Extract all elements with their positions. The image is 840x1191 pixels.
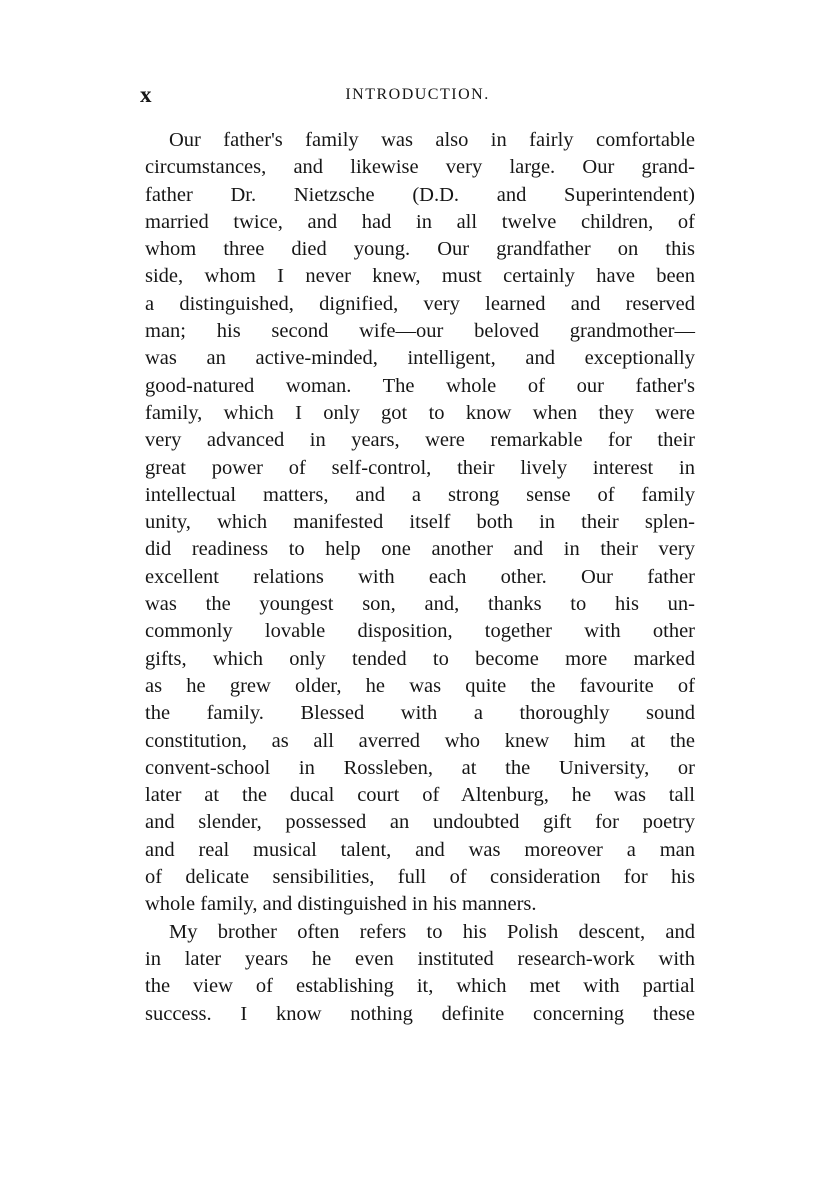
text-line: man; his second wife—our beloved grandmother— [145,320,695,343]
text-line: constitution, as all averred who knew him at the [145,729,695,752]
text-line: whom three died young. Our grandfather on this [145,238,695,261]
text-line: was the youngest son, and, thanks to his un- [145,593,695,616]
text-line: father Dr. Nietzsche (D.D. and Superintendent) [145,183,695,206]
text-line: gifts, which only tended to become more marked [145,647,695,670]
text-line: commonly lovable disposition, together with other [145,620,695,643]
text-line: did readiness to help one another and in their very [145,538,695,561]
text-line: of delicate sensibilities, full of consideration for his [145,866,695,889]
text-line: My brother often refers to his Polish descent, and [169,920,695,943]
text-line: unity, which manifested itself both in their splen- [145,511,695,534]
body-text [145,127,695,1028]
text-line: was an active-minded, intelligent, and exceptionally [145,347,695,370]
paragraph-2 [145,919,695,1028]
text-line: convent-school in Rossleben, at the University, or [145,756,695,779]
text-line: family, which I only got to know when they were [145,401,695,424]
paragraph-1 [145,127,695,919]
text-line: intellectual matters, and a strong sense of family [145,483,695,506]
text-line: excellent relations with each other. Our father [145,565,695,588]
text-line: whole family, and distinguished in his manners. [145,893,537,916]
text-line: the view of establishing it, which met with partial [145,975,695,998]
text-line: and slender, possessed an undoubted gift for poetry [145,811,695,834]
text-line: good-natured woman. The whole of our father's [145,374,695,397]
page-header [140,82,695,112]
text-line: very advanced in years, were remarkable for their [145,429,695,452]
text-line: later at the ducal court of Altenburg, he was tall [145,784,695,807]
text-line: in later years he even instituted research-work with [145,947,695,970]
text-line: side, whom I never knew, must certainly have been [145,265,695,288]
text-line: a distinguished, dignified, very learned and reserved [145,292,695,315]
text-line: married twice, and had in all twelve children, of [145,210,695,233]
running-head: INTRODUCTION. [345,86,490,103]
text-line: the family. Blessed with a thoroughly sound [145,702,695,725]
page-number: x [140,82,153,107]
text-line: as he grew older, he was quite the favourite of [145,674,695,697]
text-line: Our father's family was also in fairly comfortable [169,129,695,151]
text-line: great power of self-control, their lively interest in [145,456,695,479]
text-line: success. I know nothing definite concerning these [145,1002,695,1025]
text-line: circumstances, and likewise very large. Our grand- [145,156,695,179]
text-line: and real musical talent, and was moreover a man [145,838,695,861]
